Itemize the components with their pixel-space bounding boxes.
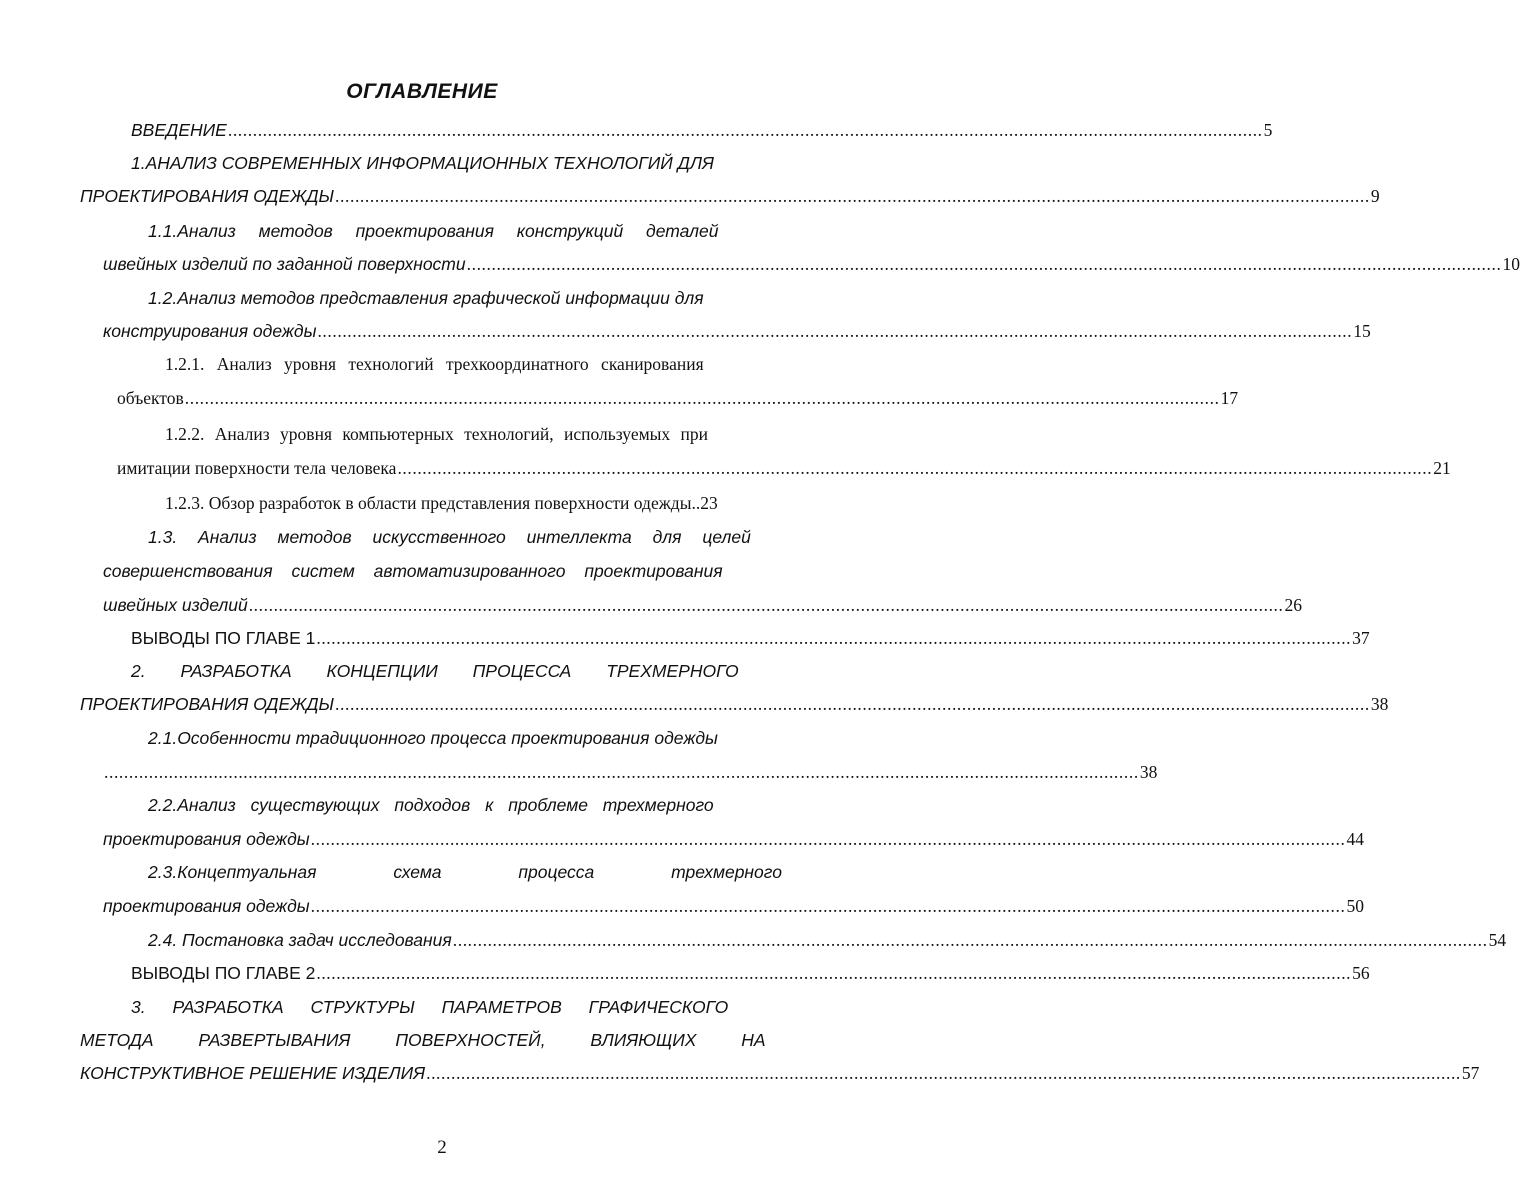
toc-entry-2-2[interactable] xyxy=(148,792,762,818)
toc-leader-dots: ................................................................................................................................................................................................................ xyxy=(227,120,1263,140)
toc-page-number: 21 xyxy=(1433,458,1451,478)
toc-page-number: 38 xyxy=(1139,762,1158,782)
toc-entry-chapter-3-mid[interactable] xyxy=(80,1027,766,1053)
toc-entry-conclusions-2[interactable] xyxy=(131,960,1370,986)
toc-entry-text: ВВЕДЕНИЕ xyxy=(131,120,227,140)
toc-entry-1-1-cont[interactable] xyxy=(103,251,1520,277)
toc-entry-chapter-2[interactable] xyxy=(131,658,762,684)
toc-entry-1-3-mid[interactable] xyxy=(103,558,762,584)
toc-leader-dots: ................................................................................................................................................................................................................ xyxy=(452,930,1488,950)
toc-entry-1-2[interactable] xyxy=(148,285,762,311)
toc-page-number: 26 xyxy=(1284,595,1303,615)
toc-entry-1-3-cont[interactable] xyxy=(103,592,1303,618)
toc-entry-1-2-1-cont[interactable] xyxy=(117,385,1239,411)
toc-leader-dots: ................................................................................................................................................................................................................ xyxy=(317,321,1353,341)
toc-leader-dots: ................................................................................................................................................................................................................ xyxy=(316,963,1352,983)
toc-entry-2-3[interactable] xyxy=(148,859,782,885)
toc-leader-dots: ................................................................................................................................................................................................................ xyxy=(335,186,1370,206)
toc-entry-2-4[interactable] xyxy=(148,927,1507,953)
toc-entry-2-3-cont[interactable] xyxy=(103,893,1364,919)
toc-page-number: 57 xyxy=(1461,1063,1480,1083)
toc-entry-text: 2. РАЗРАБОТКА КОНЦЕПЦИИ ПРОЦЕССА ТРЕХМЕРНОГО xyxy=(131,661,739,681)
toc-entry-text: ВЫВОДЫ ПО ГЛАВЕ 1 xyxy=(131,628,316,648)
toc-entry-chapter-3-cont[interactable] xyxy=(80,1060,1480,1086)
toc-leader-dots: ................................................................................................................................................................................................................ xyxy=(426,1063,1461,1083)
toc-leader-dots: ................................................................................................................................................................................................................ xyxy=(397,458,1433,478)
toc-page-number: 56 xyxy=(1352,963,1370,983)
toc-entry-1-1[interactable] xyxy=(148,218,762,244)
toc-entry-text: совершенствования систем автоматизированного проектирования xyxy=(103,561,723,581)
toc-page-number: 37 xyxy=(1352,628,1370,648)
toc-entry-text: 2.2.Анализ существующих подходов к проблеме трехмерного xyxy=(148,795,714,815)
toc-entry-text: 1.АНАЛИЗ СОВРЕМЕННЫХ ИНФОРМАЦИОННЫХ ТЕХНОЛОГИЙ ДЛЯ xyxy=(131,153,714,173)
toc-entry-text: 1.3. Анализ методов искусственного интеллекта для целей xyxy=(148,527,751,547)
toc-leader-dots: ................................................................................................................................................................................................................ xyxy=(104,762,1139,782)
toc-entry-text: объектов xyxy=(117,388,184,408)
toc-entry-1-3[interactable] xyxy=(148,524,762,550)
toc-entry-text: 3. РАЗРАБОТКА СТРУКТУРЫ ПАРАМЕТРОВ ГРАФИЧЕСКОГО xyxy=(131,997,729,1017)
toc-entry-text: МЕТОДА РАЗВЕРТЫВАНИЯ ПОВЕРХНОСТЕЙ, ВЛИЯЮЩИХ НА xyxy=(80,1030,766,1050)
toc-leader-dots: .. xyxy=(691,493,701,513)
toc-entry-text: 1.2.2. Анализ уровня компьютерных технологий, используемых при xyxy=(165,424,709,444)
toc-page-number: 54 xyxy=(1488,930,1507,950)
toc-leader-dots: ................................................................................................................................................................................................................ xyxy=(316,628,1352,648)
page-number: 2 xyxy=(437,1137,447,1158)
toc-entry-text: проектирования одежды xyxy=(103,829,310,849)
toc-page-number: 15 xyxy=(1353,321,1371,341)
toc-entry-text: 1.2.Анализ методов представления графической информации для xyxy=(148,288,704,308)
toc-leader-dots: ................................................................................................................................................................................................................ xyxy=(335,694,1370,714)
toc-entry-1-2-1[interactable] xyxy=(165,351,762,377)
toc-entry-text: 2.4. Постановка задач исследования xyxy=(148,930,452,950)
toc-entry-text: швейных изделий xyxy=(103,595,248,615)
toc-leader-dots: ................................................................................................................................................................................................................ xyxy=(466,254,1502,274)
toc-leader-dots: ................................................................................................................................................................................................................ xyxy=(310,896,1346,916)
toc-page-number: 23 xyxy=(700,493,718,513)
toc-entry-2-2-cont[interactable] xyxy=(103,826,1364,852)
toc-entry-conclusions-1[interactable] xyxy=(131,625,1370,651)
toc-entry-introduction[interactable] xyxy=(131,117,1273,143)
toc-entry-1-2-2[interactable] xyxy=(165,421,762,447)
toc-entry-1-2-cont[interactable] xyxy=(103,318,1371,344)
toc-entry-text: ПРОЕКТИРОВАНИЯ ОДЕЖДЫ xyxy=(80,186,335,206)
toc-page-number: 50 xyxy=(1346,896,1364,916)
toc-page-number: 17 xyxy=(1220,388,1239,408)
toc-entry-text: 1.2.3. Обзор разработок в области представления поверхности одежды xyxy=(165,493,692,513)
toc-entry-text: ВЫВОДЫ ПО ГЛАВЕ 2 xyxy=(131,963,316,983)
toc-page-number: 9 xyxy=(1370,186,1380,206)
toc-entry-chapter-2-cont[interactable] xyxy=(80,691,1389,717)
toc-leader-dots: ................................................................................................................................................................................................................ xyxy=(248,595,1284,615)
toc-page-number: 5 xyxy=(1263,120,1273,140)
toc-entry-text: 1.2.1. Анализ уровня технологий трехкоординатного сканирования xyxy=(165,354,704,374)
toc-entry-text: 2.3.Концептуальная схема процесса трехмерного xyxy=(148,862,782,882)
toc-entry-text: КОНСТРУКТИВНОЕ РЕШЕНИЕ ИЗДЕЛИЯ xyxy=(80,1063,426,1083)
toc-entry-text: 2.1.Особенности традиционного процесса проектирования одежды xyxy=(148,728,718,748)
toc-page-number: 10 xyxy=(1502,254,1520,274)
toc-entry-chapter-1-cont[interactable] xyxy=(80,183,1380,209)
toc-entry-2-1[interactable] xyxy=(148,725,762,751)
toc-entry-2-1-cont[interactable] xyxy=(103,759,1158,785)
toc-page-number: 44 xyxy=(1346,829,1364,849)
toc-entry-text: имитации поверхности тела человека xyxy=(117,458,397,478)
page-title: ОГЛАВЛЕНИЕ xyxy=(346,80,498,103)
toc-entry-chapter-3[interactable] xyxy=(131,994,762,1020)
toc-entry-text: конструирования одежды xyxy=(103,321,317,341)
toc-leader-dots: ................................................................................................................................................................................................................ xyxy=(310,829,1346,849)
toc-entry-text: 1.1.Анализ методов проектирования конструкций деталей xyxy=(148,221,719,241)
toc-entry-text: ПРОЕКТИРОВАНИЯ ОДЕЖДЫ xyxy=(80,694,335,714)
toc-entry-1-2-2-cont[interactable] xyxy=(117,455,1451,481)
toc-page-number: 38 xyxy=(1370,694,1389,714)
toc-entry-text: проектирования одежды xyxy=(103,896,310,916)
toc-leader-dots: ................................................................................................................................................................................................................ xyxy=(184,388,1220,408)
toc-entry-chapter-1[interactable] xyxy=(131,150,762,176)
toc-entry-1-2-3[interactable] xyxy=(165,490,762,516)
toc-entry-text: швейных изделий по заданной поверхности xyxy=(103,254,466,274)
